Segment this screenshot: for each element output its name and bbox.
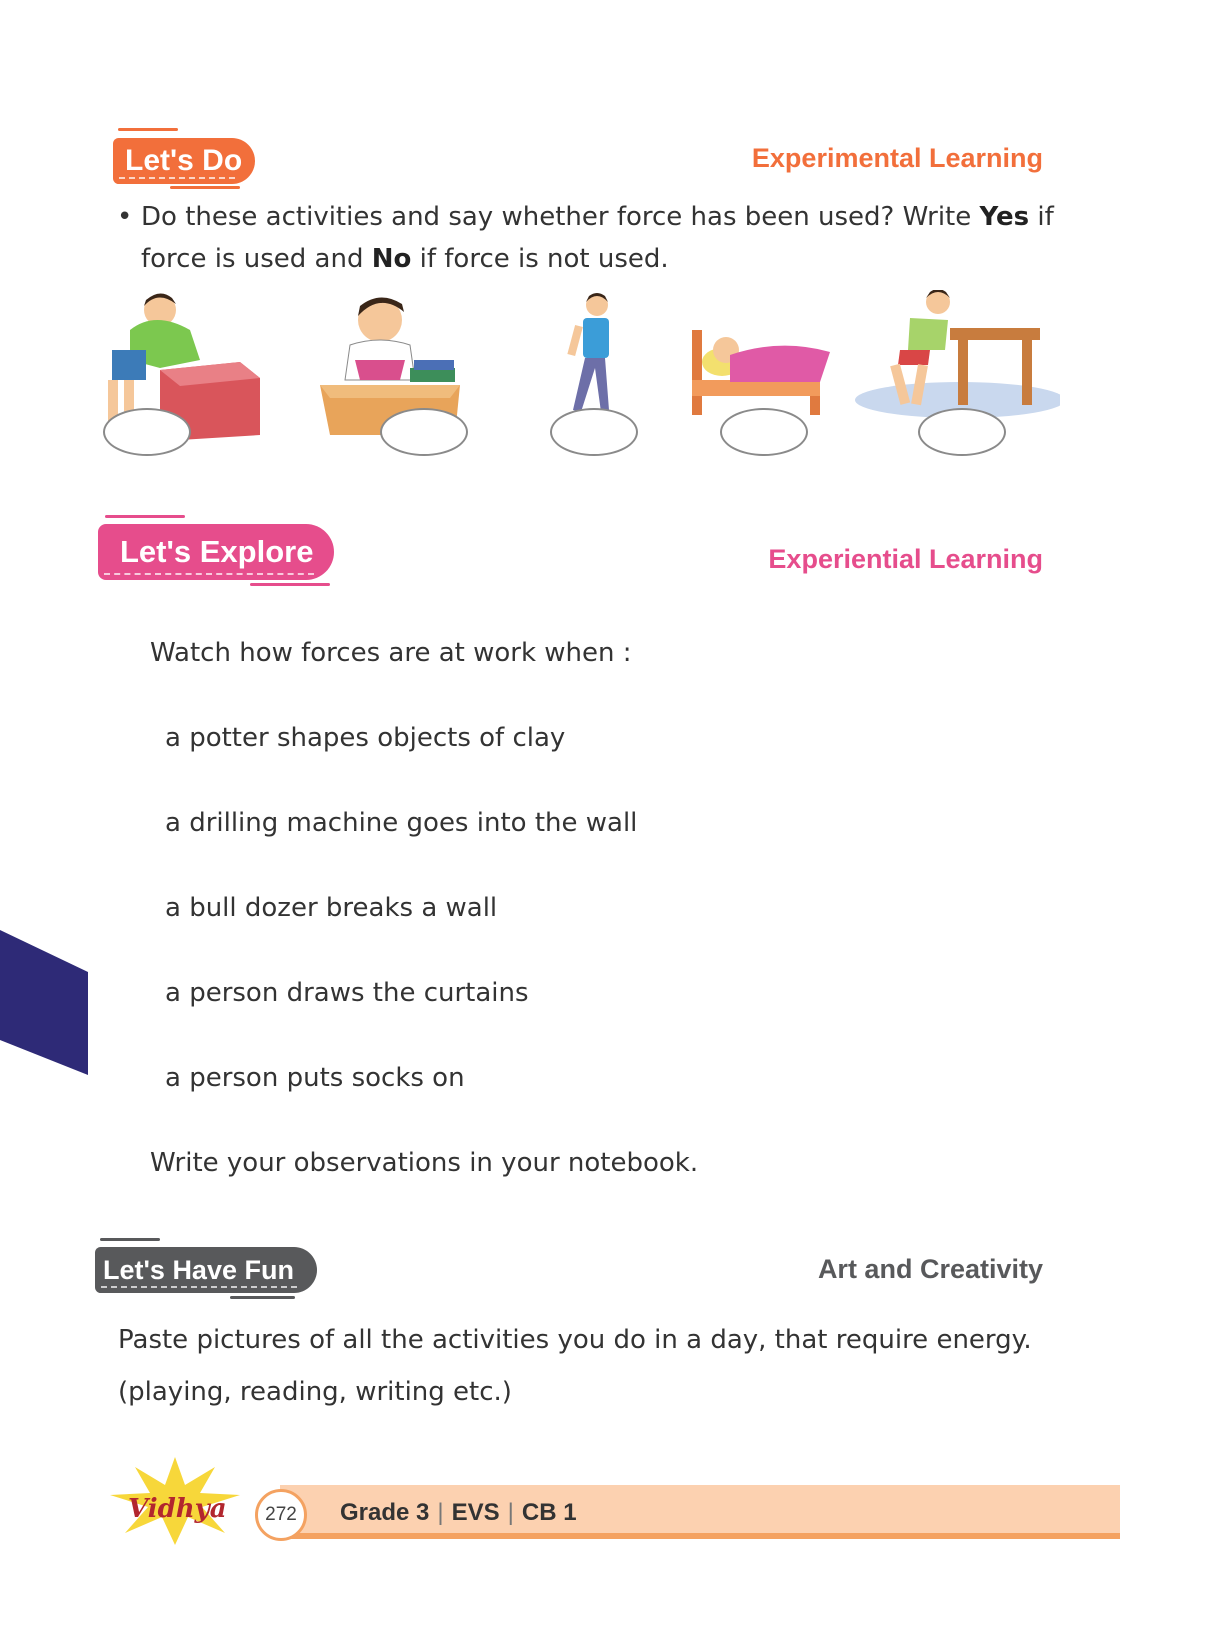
badge-tick	[230, 1296, 295, 1299]
lets-have-fun-label: Let's Have Fun	[103, 1254, 294, 1285]
boy-walking-icon	[545, 290, 635, 420]
answer-oval[interactable]	[918, 408, 1006, 456]
answer-oval[interactable]	[380, 408, 468, 456]
page-number: 272	[255, 1489, 307, 1541]
instruction-yes: Yes	[979, 202, 1030, 232]
logo-text: Vidhya	[128, 1494, 227, 1524]
badge-tick	[100, 1238, 160, 1241]
answer-oval[interactable]	[550, 408, 638, 456]
footer-grade: Grade 3	[340, 1499, 430, 1526]
lets-do-instruction	[117, 196, 1107, 280]
instruction-text: if	[1029, 202, 1054, 232]
footer-info	[340, 1499, 577, 1527]
explore-outro: Write your observations in your notebook.	[150, 1148, 699, 1178]
badge-dash-line	[101, 1286, 297, 1288]
activity-pictures	[100, 290, 1080, 475]
badge-tick	[250, 583, 330, 586]
footer-book: CB 1	[521, 1499, 577, 1526]
fun-line-2: (playing, reading, writing etc.)	[118, 1377, 512, 1407]
fun-line-1: Paste pictures of all the activities you do in a day, that require energy.	[118, 1325, 1032, 1355]
vidhya-logo	[90, 1455, 260, 1545]
explore-intro: Watch how forces are at work when :	[150, 638, 632, 668]
lets-have-fun-badge	[95, 1247, 317, 1293]
instruction-text: force is used and	[141, 244, 372, 274]
answer-oval[interactable]	[720, 408, 808, 456]
lets-explore-label: Let's Explore	[120, 534, 314, 569]
side-tab-shape	[0, 930, 90, 1075]
explore-item: a potter shapes objects of clay	[165, 723, 566, 753]
instruction-no: No	[371, 244, 412, 274]
footer-subject: EVS	[451, 1499, 500, 1526]
badge-dash-line	[104, 573, 314, 575]
lets-explore-badge	[98, 524, 334, 580]
explore-item: a bull dozer breaks a wall	[165, 893, 498, 923]
lets-do-tag: Experimental Learning	[751, 143, 1043, 173]
instruction-text: Do these activities and say whether force has been used? Write	[141, 202, 980, 232]
page-footer	[90, 1455, 1120, 1545]
explore-item: a person puts socks on	[165, 1063, 465, 1093]
lets-do-label: Let's Do	[125, 144, 243, 177]
answer-oval[interactable]	[103, 408, 191, 456]
explore-item: a drilling machine goes into the wall	[165, 808, 638, 838]
boy-pushing-table-icon	[850, 290, 1060, 420]
lets-have-fun-tag: Art and Creativity	[817, 1254, 1043, 1284]
explore-item: a person draws the curtains	[165, 978, 529, 1008]
badge-tick	[118, 128, 178, 131]
footer-separator: |	[437, 1499, 444, 1526]
badge-tick	[170, 186, 240, 189]
lets-explore-tag: Experiential Learning	[768, 544, 1043, 574]
badge-tick	[105, 515, 185, 518]
child-sleeping-icon	[690, 320, 840, 420]
lets-do-badge	[113, 138, 255, 184]
instruction-text: if force is not used.	[411, 244, 669, 274]
bullet: •	[117, 202, 133, 232]
footer-separator: |	[507, 1499, 514, 1526]
